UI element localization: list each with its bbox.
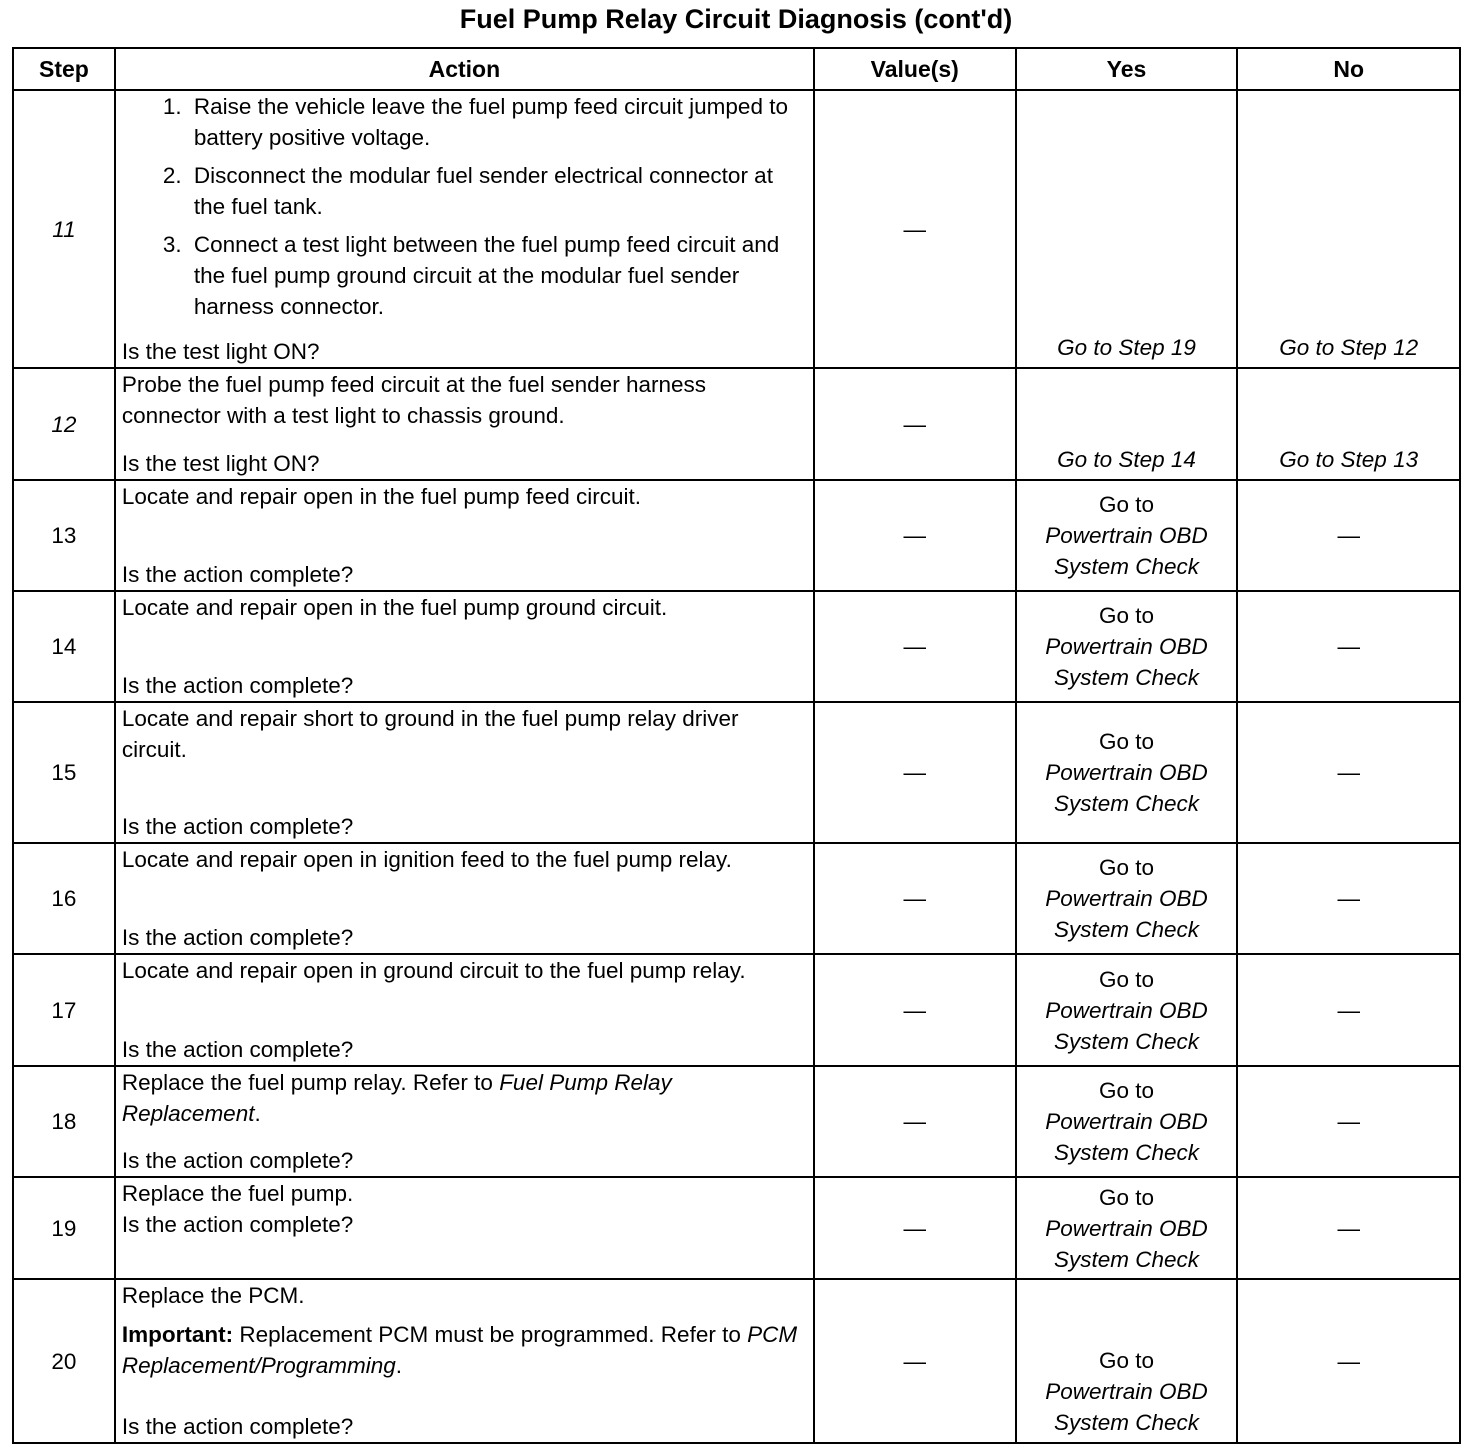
action-content <box>122 953 807 1068</box>
yes-go-to: Go to <box>1098 729 1155 754</box>
no-link: — <box>1337 760 1360 785</box>
value-cell: — <box>814 368 1016 480</box>
action-question: Is the action complete? <box>121 813 354 839</box>
action-question: Is the test light ON? <box>121 338 320 364</box>
step-number: 15 <box>13 702 115 843</box>
yes-link[interactable]: Powertrain OBD System Check <box>1045 1109 1208 1165</box>
no-link: — <box>1337 1109 1360 1134</box>
action-paragraph <box>122 955 807 986</box>
table-row <box>13 591 1460 702</box>
action-question: Is the action complete? <box>121 1413 354 1439</box>
table-row <box>13 1066 1460 1177</box>
header-action: Action <box>115 48 814 90</box>
value-cell: — <box>814 480 1016 591</box>
yes-link[interactable]: Powertrain OBD System Check <box>1045 760 1208 816</box>
no-cell <box>1237 1177 1460 1279</box>
step-number: 16 <box>13 843 115 954</box>
reference-link[interactable]: PCM Replacement/Programming <box>121 1321 798 1378</box>
yes-cell <box>1016 843 1238 954</box>
yes-link[interactable]: Powertrain OBD System Check <box>1045 634 1208 690</box>
yes-cell <box>1016 1066 1238 1177</box>
yes-go-to: Go to <box>1098 1184 1155 1210</box>
table-row <box>13 843 1460 954</box>
no-cell <box>1237 368 1460 480</box>
action-step: 2. Disconnect the modular fuel sender electrical connector at the fuel tank. <box>188 160 807 222</box>
action-content <box>122 479 807 593</box>
step-number: 12 <box>13 368 115 480</box>
table-row <box>13 90 1460 368</box>
page-title: Fuel Pump Relay Circuit Diagnosis (cont'd) <box>459 4 1013 34</box>
step-number: 20 <box>13 1279 115 1443</box>
action-cell <box>115 702 814 843</box>
no-link: — <box>1337 1215 1360 1241</box>
action-question: Is the action complete? <box>121 1036 354 1062</box>
reference-link[interactable]: Fuel Pump Relay Replacement <box>121 1069 672 1126</box>
yes-go-to: Go to <box>1098 855 1155 880</box>
yes-link[interactable]: Go to Step 14 <box>1057 447 1196 472</box>
action-text: Locate and repair open in ground circuit to the fuel pump relay. <box>121 957 746 983</box>
value-cell: — <box>814 954 1016 1066</box>
value-cell: — <box>814 1066 1016 1177</box>
action-content <box>122 1065 807 1179</box>
action-step: 3. Connect a test light between the fuel pump feed circuit and the fuel pump ground circuit at the modular fuel sender harness connector. <box>188 229 807 322</box>
yes-cell <box>1016 480 1238 591</box>
action-paragraph <box>122 844 807 875</box>
yes-cell <box>1016 1279 1238 1443</box>
action-text: Locate and repair open in ignition feed to the fuel pump relay. <box>121 846 732 872</box>
action-cell <box>115 90 814 368</box>
yes-link[interactable]: Powertrain OBD System Check <box>1045 997 1208 1054</box>
action-instructions <box>122 369 807 431</box>
action-question: Is the action complete? <box>121 561 354 587</box>
action-cell <box>115 1279 814 1443</box>
table-row <box>13 368 1460 480</box>
value-cell: — <box>814 1279 1016 1443</box>
action-question: Is the action complete? <box>121 924 354 950</box>
action-instructions <box>122 955 807 986</box>
header-yes: Yes <box>1016 48 1238 90</box>
action-question: Is the action complete? <box>121 1147 354 1173</box>
action-instructions <box>122 1067 807 1129</box>
action-question: Is the action complete? <box>121 1211 354 1237</box>
no-link: — <box>1337 634 1360 659</box>
action-text: Replace the fuel pump. <box>121 1180 354 1206</box>
table-row <box>13 1177 1460 1279</box>
action-text: Replace the fuel pump relay. Refer to <box>121 1069 500 1095</box>
yes-cell <box>1016 702 1238 843</box>
action-cell <box>115 368 814 480</box>
yes-go-to: Go to <box>1098 1348 1155 1373</box>
action-cell <box>115 591 814 702</box>
action-cell <box>115 843 814 954</box>
table-row <box>13 954 1460 1066</box>
header-row <box>13 48 1460 90</box>
no-link: — <box>1337 997 1360 1023</box>
step-number: 11 <box>13 90 115 368</box>
action-text: Probe the fuel pump feed circuit at the fuel sender harness connector with a test light to chassis ground. <box>121 371 706 428</box>
action-text: Locate and repair short to ground in the fuel pump relay driver circuit. <box>121 705 739 762</box>
action-content <box>122 89 807 370</box>
step-number: 19 <box>13 1177 115 1279</box>
yes-cell <box>1016 368 1238 480</box>
diagnosis-table <box>12 47 1461 1444</box>
value-cell: — <box>814 843 1016 954</box>
action-paragraph <box>122 1319 807 1381</box>
table-row <box>13 480 1460 591</box>
yes-go-to: Go to <box>1098 1078 1155 1103</box>
action-paragraph <box>122 481 807 512</box>
action-text: Locate and repair open in the fuel pump feed circuit. <box>121 483 641 509</box>
no-link[interactable]: Go to Step 12 <box>1279 335 1419 360</box>
action-question: Is the test light ON? <box>121 450 320 476</box>
action-cell <box>115 1177 814 1279</box>
no-cell <box>1237 480 1460 591</box>
action-content <box>122 842 807 956</box>
action-instructions <box>122 91 807 329</box>
no-link: — <box>1337 523 1360 548</box>
no-cell <box>1237 1279 1460 1443</box>
action-question: Is the action complete? <box>121 672 354 698</box>
header-values: Value(s) <box>814 48 1016 90</box>
header-no: No <box>1237 48 1460 90</box>
table-row <box>13 1279 1460 1443</box>
action-content <box>122 590 807 704</box>
important-label: Important: <box>121 1321 234 1347</box>
action-paragraph <box>122 369 807 431</box>
step-number: 18 <box>13 1066 115 1177</box>
yes-link[interactable]: Powertrain OBD System Check <box>1045 523 1208 579</box>
header-step: Step <box>13 48 115 90</box>
action-cell <box>115 480 814 591</box>
yes-go-to: Go to <box>1098 603 1155 628</box>
action-content <box>122 701 807 845</box>
action-paragraph <box>122 1178 807 1209</box>
no-cell <box>1237 1066 1460 1177</box>
step-number: 13 <box>13 480 115 591</box>
value-cell: — <box>814 90 1016 368</box>
yes-go-to: Go to <box>1098 492 1155 517</box>
value-cell: — <box>814 702 1016 843</box>
action-paragraph <box>122 1067 807 1129</box>
action-paragraph <box>122 1280 807 1311</box>
yes-link[interactable]: Powertrain OBD System Check <box>1045 886 1208 942</box>
action-paragraph <box>122 703 807 765</box>
no-link: — <box>1337 886 1360 911</box>
yes-cell <box>1016 954 1238 1066</box>
action-instructions <box>122 592 807 623</box>
no-link[interactable]: Go to Step 13 <box>1279 447 1419 472</box>
action-instructions <box>122 481 807 512</box>
action-text-tail: . <box>395 1352 403 1378</box>
table-row <box>13 702 1460 843</box>
action-text: Replacement PCM must be programmed. Refer to <box>233 1321 748 1347</box>
action-instructions <box>122 703 807 765</box>
no-cell <box>1237 90 1460 368</box>
yes-link[interactable]: Powertrain OBD System Check <box>1045 1379 1208 1435</box>
action-instructions <box>122 1178 807 1209</box>
step-number: 14 <box>13 591 115 702</box>
step-number: 17 <box>13 954 115 1066</box>
action-content <box>122 367 807 482</box>
action-text: Replace the PCM. <box>121 1282 305 1308</box>
no-link: — <box>1337 1348 1360 1374</box>
action-text: Locate and repair open in the fuel pump ground circuit. <box>121 594 668 620</box>
action-text-tail: . <box>254 1100 261 1126</box>
no-cell <box>1237 954 1460 1066</box>
value-cell: — <box>814 591 1016 702</box>
action-cell <box>115 1066 814 1177</box>
yes-go-to: Go to <box>1098 966 1155 992</box>
action-instructions <box>122 844 807 875</box>
action-steps-list <box>122 91 807 322</box>
action-content <box>122 1278 807 1445</box>
action-content <box>122 1176 807 1281</box>
yes-cell <box>1016 591 1238 702</box>
value-cell: — <box>814 1177 1016 1279</box>
no-cell <box>1237 702 1460 843</box>
action-paragraph <box>122 592 807 623</box>
yes-link[interactable]: Powertrain OBD System Check <box>1045 1215 1208 1272</box>
action-cell <box>115 954 814 1066</box>
yes-link[interactable]: Go to Step 19 <box>1057 335 1196 360</box>
action-instructions <box>122 1280 807 1381</box>
no-cell <box>1237 591 1460 702</box>
action-step: 1. Raise the vehicle leave the fuel pump feed circuit jumped to battery positive voltage. <box>188 91 807 153</box>
yes-cell <box>1016 90 1238 368</box>
yes-cell <box>1016 1177 1238 1279</box>
no-cell <box>1237 843 1460 954</box>
